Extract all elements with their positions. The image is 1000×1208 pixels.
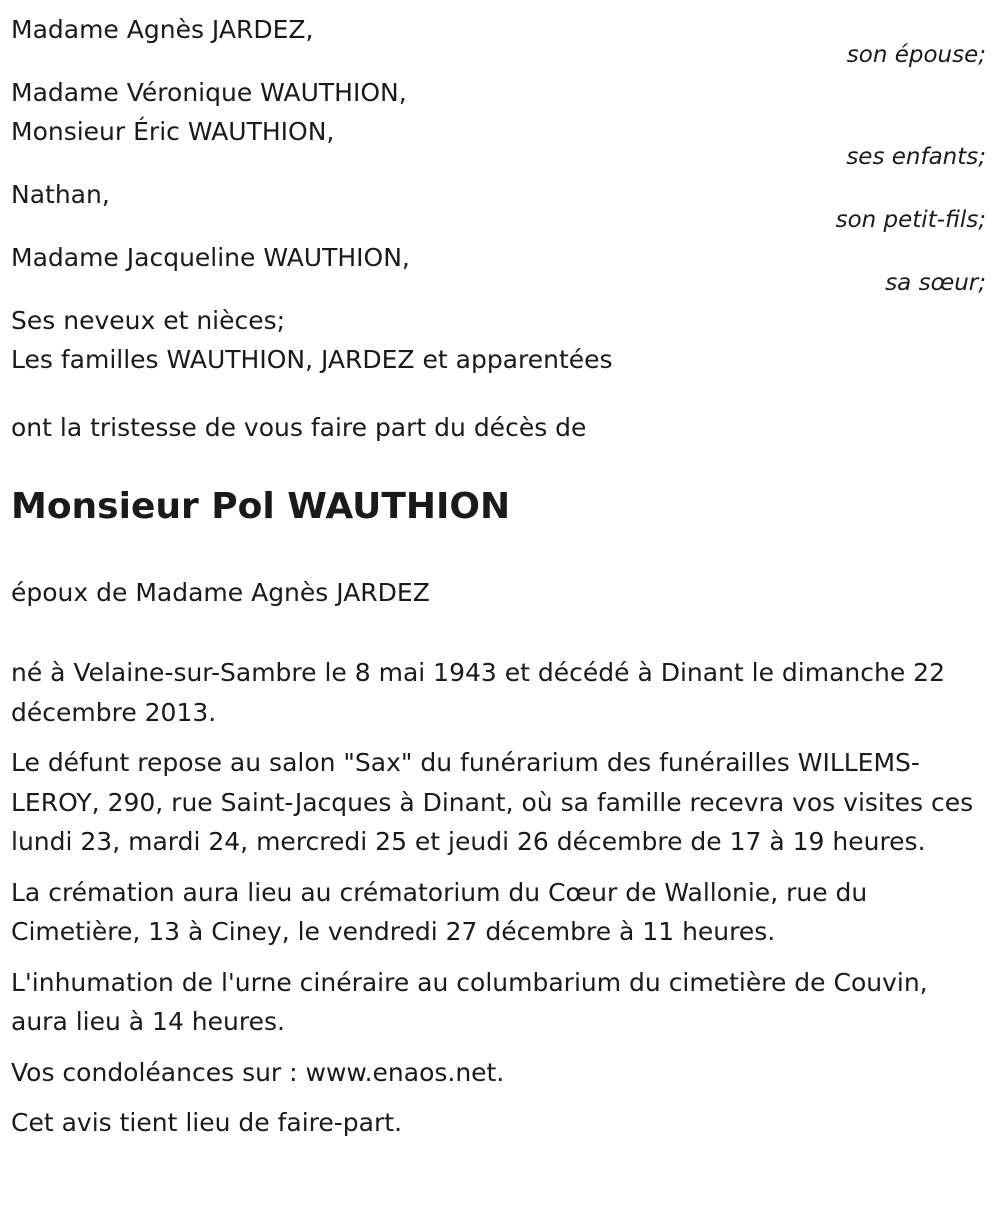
family-role-label: son petit-fils; — [835, 207, 986, 233]
spacer — [11, 379, 988, 408]
family-role-label: ses enfants; — [846, 144, 986, 170]
family-group-sister — [11, 238, 988, 295]
family-role-label: son épouse; — [846, 42, 986, 68]
relatives-line: Les familles WAUTHION, JARDEZ et apparentées — [11, 345, 613, 374]
family-member-name: Madame Véronique WAUTHION, — [11, 78, 407, 107]
family-group-grandchild — [11, 175, 988, 232]
deceased-name: Monsieur Pol WAUTHION — [11, 486, 511, 527]
other-relatives — [11, 301, 988, 379]
visitation-paragraph: Le défunt repose au salon "Sax" du funérarium des funérailles WILLEMS-LEROY, 290, rue Saint-Jacques à Dinant, où sa famille recevra vos visites ces lundi 23, mardi 24, mercredi 25 et jeudi 26 décembre de 17 à 19 heures. — [11, 748, 974, 856]
family-group-spouse — [11, 10, 988, 67]
spouse-line: époux de Madame Agnès JARDEZ — [11, 578, 430, 607]
inhumation-paragraph: L'inhumation de l'urne cinéraire au columbarium du cimetière de Couvin, aura lieu à 14 heures. — [11, 967, 928, 1036]
birth-death-paragraph: né à Velaine-sur-Sambre le 8 mai 1943 et décédé à Dinant le dimanche 22 décembre 2013. — [11, 658, 945, 727]
cremation-paragraph: La crémation aura lieu au crématorium du Cœur de Wallonie, rue du Cimetière, 13 à Ciney, le vendredi 27 décembre à 11 heures. — [11, 877, 868, 946]
family-role-label: sa sœur; — [885, 270, 986, 296]
announcement-text: ont la tristesse de vous faire part du décès de — [11, 413, 587, 442]
condolences-paragraph: Vos condoléances sur : www.enaos.net. — [11, 1057, 505, 1087]
relatives-line: Ses neveux et nièces; — [11, 306, 286, 335]
family-member-name: Nathan, — [11, 180, 110, 209]
family-member-name: Madame Agnès JARDEZ, — [11, 15, 314, 44]
family-group-children — [11, 73, 988, 169]
family-member-name: Monsieur Éric WAUTHION, — [11, 117, 335, 146]
family-member-name: Madame Jacqueline WAUTHION, — [11, 243, 410, 272]
closing-paragraph: Cet avis tient lieu de faire-part. — [11, 1108, 403, 1137]
